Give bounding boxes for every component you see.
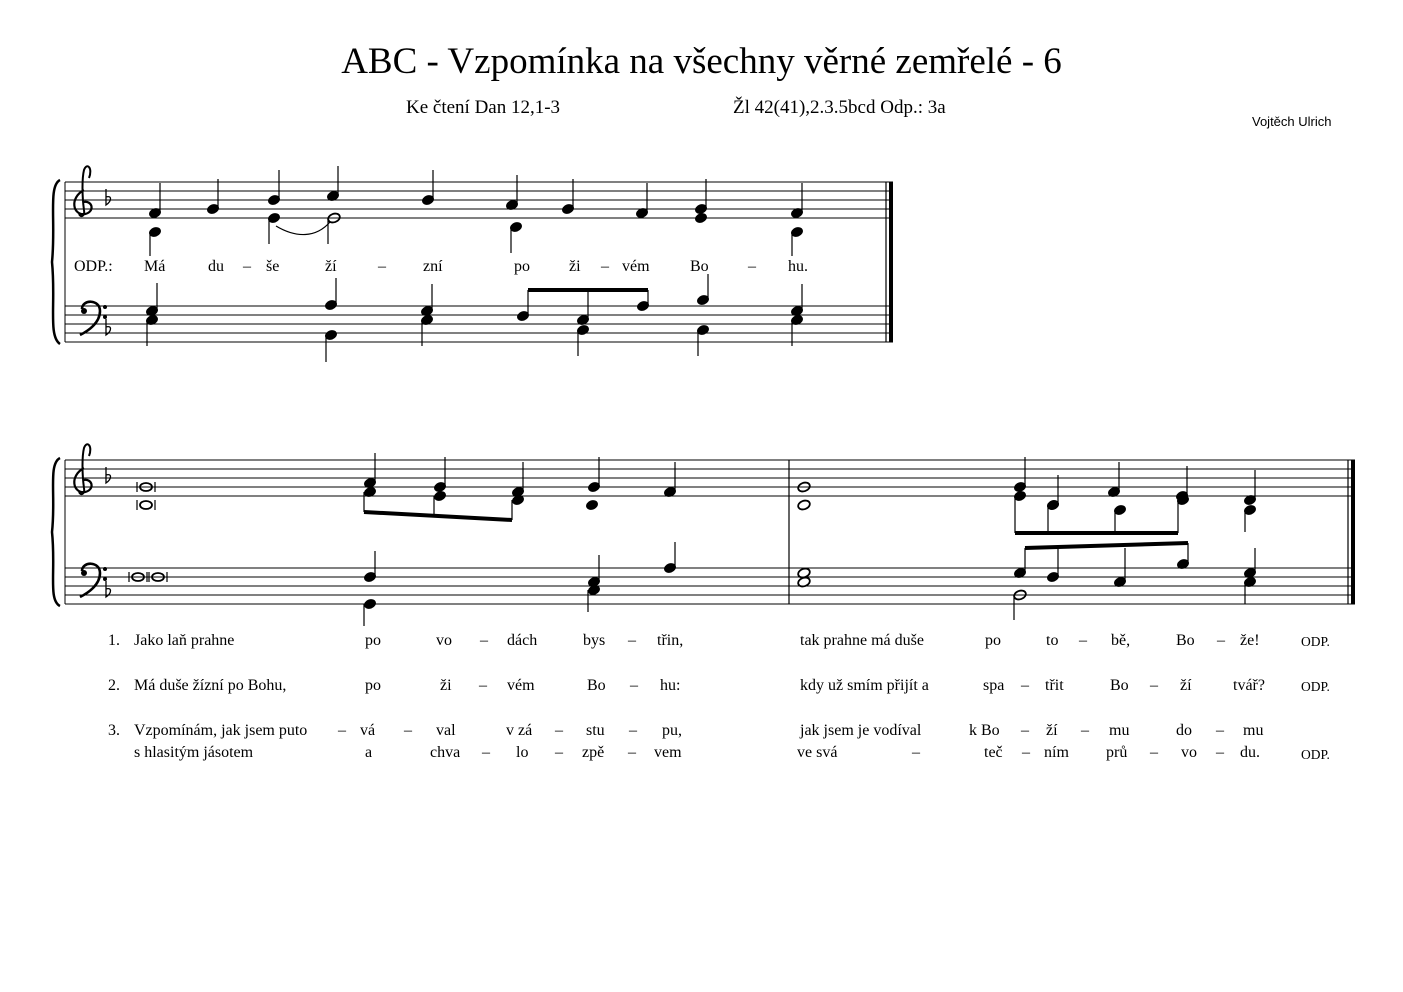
lyric-syllable: ži	[569, 258, 581, 275]
lyric-syllable: třit	[1045, 677, 1064, 694]
lyric-syllable: prů	[1106, 744, 1128, 761]
lyric-syllable: po	[514, 258, 530, 275]
lyric-syllable: po	[985, 632, 1001, 649]
lyric-syllable: zní	[423, 258, 443, 275]
bass-clef-icon	[80, 564, 107, 597]
lyric-hyphen: –	[748, 258, 756, 275]
lyric-syllable: ním	[1044, 744, 1069, 761]
lyric-hyphen: –	[628, 744, 636, 761]
refrain-marker: ODP.	[1301, 679, 1330, 694]
lyric-hyphen: –	[1217, 632, 1225, 649]
treble-notes-1	[148, 166, 803, 256]
lyric-syllable: k Bo	[969, 722, 1000, 739]
reading-reference: Ke čtení Dan 12,1-3	[406, 97, 561, 118]
lyric-hyphen: –	[1021, 677, 1029, 694]
bass-notes-2	[129, 542, 1257, 626]
lyric-syllable: že!	[1240, 632, 1260, 649]
lyric-syllable: ží	[1180, 677, 1192, 694]
lyric-syllable: a	[365, 744, 373, 761]
verse-text: kdy už smím přijít a	[800, 677, 929, 694]
treble-notes-2	[137, 453, 1257, 533]
verse-text: ve svá	[797, 744, 838, 761]
lyric-syllable: ži	[440, 677, 452, 694]
lyric-syllable: dách	[507, 632, 538, 649]
lyric-hyphen: –	[404, 722, 412, 739]
refrain-marker: ODP.	[1301, 747, 1330, 762]
lyric-hyphen: –	[1150, 677, 1158, 694]
lyric-hyphen: –	[1150, 744, 1158, 761]
psalm-reference: Žl 42(41),2.3.5bcd Odp.: 3a	[733, 97, 946, 118]
lyric-syllable: val	[436, 722, 456, 739]
verse-number: 3.	[108, 722, 120, 739]
lyric-hyphen: –	[1079, 632, 1087, 649]
staff-bass-2	[65, 568, 1355, 604]
lyric-syllable: mu	[1243, 722, 1264, 739]
lyric-syllable: hu:	[660, 677, 681, 694]
lyric-hyphen: –	[1021, 722, 1029, 739]
lyric-syllable: še	[266, 258, 280, 275]
brace-icon	[52, 180, 60, 344]
lyric-syllable: v zá	[506, 722, 533, 739]
lyric-syllable: pu,	[662, 722, 682, 739]
lyric-syllable: stu	[586, 722, 605, 739]
staff-treble-1	[65, 182, 893, 218]
lyric-syllable: po	[365, 677, 381, 694]
verse-text: s hlasitým jásotem	[134, 744, 254, 761]
staff-treble-2	[65, 460, 1355, 496]
lyric-hyphen: –	[482, 744, 490, 761]
system-1	[52, 166, 893, 362]
lyric-syllable: třin,	[657, 632, 684, 649]
lyric-hyphen: –	[1081, 722, 1089, 739]
composer-name: Vojtěch Ulrich	[1252, 114, 1332, 129]
lyric-syllable: lo	[516, 744, 529, 761]
brace-icon	[52, 458, 60, 606]
response-label: ODP.:	[74, 258, 113, 275]
lyric-syllable: du.	[1240, 744, 1260, 761]
system-2	[52, 444, 1355, 626]
lyric-syllable: chva	[430, 744, 461, 761]
lyric-syllable: vem	[654, 744, 682, 761]
lyric-hyphen: –	[601, 258, 609, 275]
lyric-syllable: po	[365, 632, 381, 649]
verse-text: Má duše žízní po Bohu,	[134, 677, 287, 694]
lyric-syllable: vo	[436, 632, 452, 649]
lyric-syllable: ží	[325, 258, 337, 275]
lyric-syllable: tvář?	[1233, 677, 1265, 694]
lyric-syllable: bě,	[1111, 632, 1131, 649]
lyric-syllable: vém	[622, 258, 650, 275]
lyric-hyphen: –	[555, 722, 563, 739]
lyric-syllable: vá	[360, 722, 376, 739]
lyric-hyphen: –	[912, 744, 920, 761]
lyric-syllable: spa	[983, 677, 1005, 694]
lyric-syllable: to	[1046, 632, 1059, 649]
page-title: ABC - Vzpomínka na všechny věrné zemřelé - 6	[341, 41, 1062, 82]
bass-notes-1	[145, 274, 803, 362]
lyric-hyphen: –	[630, 677, 638, 694]
lyric-syllable: Bo	[587, 677, 606, 694]
lyric-hyphen: –	[479, 677, 487, 694]
lyric-syllable: zpě	[582, 744, 605, 761]
verse-text: Jako laň prahne	[134, 632, 235, 649]
lyric-syllable: hu.	[788, 258, 808, 275]
verse-text: Vzpomínám, jak jsem puto	[134, 722, 308, 739]
lyric-syllable: Má	[144, 258, 166, 275]
verse-text: tak prahne má duše	[800, 632, 924, 649]
lyric-syllable: Bo	[1110, 677, 1129, 694]
lyric-hyphen: –	[378, 258, 386, 275]
lyric-syllable: ží	[1046, 722, 1058, 739]
lyric-syllable: mu	[1109, 722, 1130, 739]
lyric-syllable: Bo	[690, 258, 709, 275]
lyric-hyphen: –	[555, 744, 563, 761]
lyric-hyphen: –	[628, 632, 636, 649]
lyric-syllable: do	[1176, 722, 1192, 739]
verse-number: 2.	[108, 677, 120, 694]
verse-number: 1.	[108, 632, 120, 649]
lyric-hyphen: –	[480, 632, 488, 649]
lyric-syllable: vém	[507, 677, 535, 694]
lyric-hyphen: –	[1216, 744, 1224, 761]
refrain-marker: ODP.	[1301, 634, 1330, 649]
lyric-syllable: du	[208, 258, 224, 275]
staff-bass-1	[65, 306, 893, 342]
lyric-hyphen: –	[1216, 722, 1224, 739]
lyric-syllable: teč	[984, 744, 1003, 761]
lyric-syllable: vo	[1181, 744, 1197, 761]
lyric-hyphen: –	[243, 258, 251, 275]
lyric-hyphen: –	[1022, 744, 1030, 761]
lyric-syllable: bys	[583, 632, 606, 649]
lyric-hyphen: –	[629, 722, 637, 739]
verse-text: jak jsem je vodíval	[800, 722, 922, 739]
lyric-hyphen: –	[338, 722, 346, 739]
lyric-syllable: Bo	[1176, 632, 1195, 649]
bass-clef-icon	[80, 302, 107, 335]
